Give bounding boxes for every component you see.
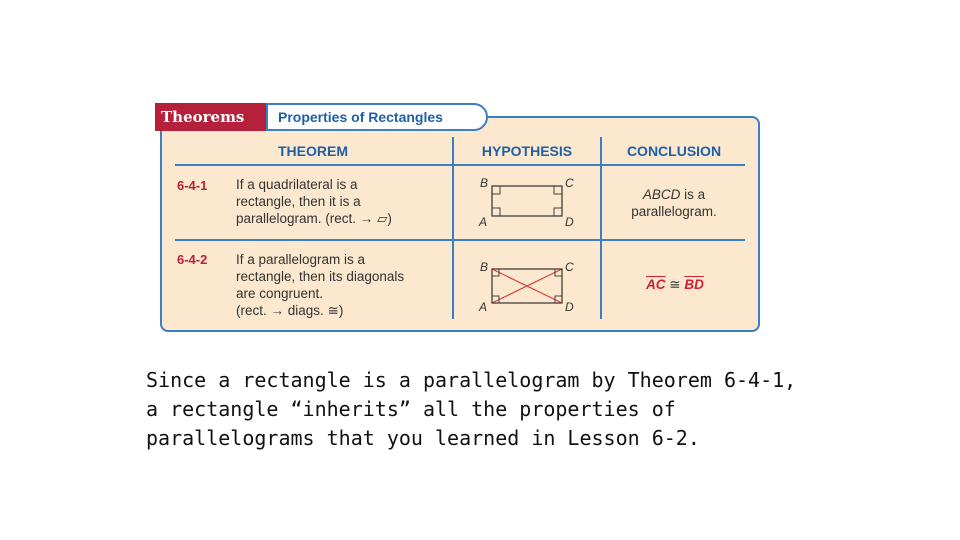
theorem-number: 6-4-1 xyxy=(177,178,208,193)
explanation-text xyxy=(146,366,846,453)
rectangle-diagonals-diagram xyxy=(472,255,582,315)
diagonals-congruent-conclusion xyxy=(646,277,704,293)
caption-line: parallelograms that you learned in Lesson 6-2. xyxy=(146,426,700,450)
statement-line: are congruent. xyxy=(236,286,324,301)
statement-line: rectangle, then it is a xyxy=(236,194,361,209)
theorems-tag: Theorems xyxy=(155,103,267,131)
conclusion-line: parallelogram. xyxy=(631,204,717,219)
statement-line: rectangle, then its diagonals xyxy=(236,269,405,284)
vertex-label-b: B xyxy=(480,260,489,274)
quadrilateral-name: ABCD xyxy=(642,187,681,202)
header-divider xyxy=(175,164,745,166)
conclusion-line xyxy=(603,186,745,203)
column-divider-1 xyxy=(452,137,454,319)
vertex-label-d: D xyxy=(565,300,574,314)
statement-line: parallelogram. (rect. → ▱) xyxy=(236,211,392,226)
caption-line: Since a rectangle is a parallelogram by Theorem 6-4-1, xyxy=(146,368,797,392)
statement-line: If a quadrilateral is a xyxy=(236,177,358,192)
vertex-label-d: D xyxy=(565,215,574,229)
rectangle-shape xyxy=(492,186,562,216)
congruent-symbol: ≅ xyxy=(669,277,681,292)
rectangle-diagram xyxy=(472,172,582,232)
segment-bd: $\overline{BD}$ xyxy=(684,277,704,292)
theorem-statement xyxy=(236,251,451,319)
box-title: Properties of Rectangles xyxy=(266,103,488,131)
right-angle-mark xyxy=(492,186,500,194)
vertex-label-a: A xyxy=(479,215,488,229)
caption-line: a rectangle “inherits” all the properties of xyxy=(146,397,676,421)
theorem-number: 6-4-2 xyxy=(177,252,208,267)
vertex-label-c: C xyxy=(565,260,574,274)
right-angle-mark xyxy=(492,208,500,216)
segment-ac: $\overline{AC}$ xyxy=(646,277,666,292)
column-header-theorem: THEOREM xyxy=(278,143,348,159)
vertex-label-b: B xyxy=(480,176,489,190)
right-angle-mark xyxy=(554,208,562,216)
row-divider xyxy=(175,239,745,241)
vertex-label-a: A xyxy=(479,300,488,314)
column-header-hypothesis: HYPOTHESIS xyxy=(481,143,573,159)
column-header-conclusion: CONCLUSION xyxy=(626,143,722,159)
theorem-statement xyxy=(236,176,451,227)
conclusion-fragment: is a xyxy=(680,187,706,202)
statement-line: If a parallelogram is a xyxy=(236,252,366,267)
right-angle-mark xyxy=(554,186,562,194)
vertex-label-c: C xyxy=(565,176,574,190)
conclusion-text xyxy=(603,186,745,220)
column-divider-2 xyxy=(600,137,602,319)
statement-line: (rect. → diags. ≅) xyxy=(236,303,344,318)
